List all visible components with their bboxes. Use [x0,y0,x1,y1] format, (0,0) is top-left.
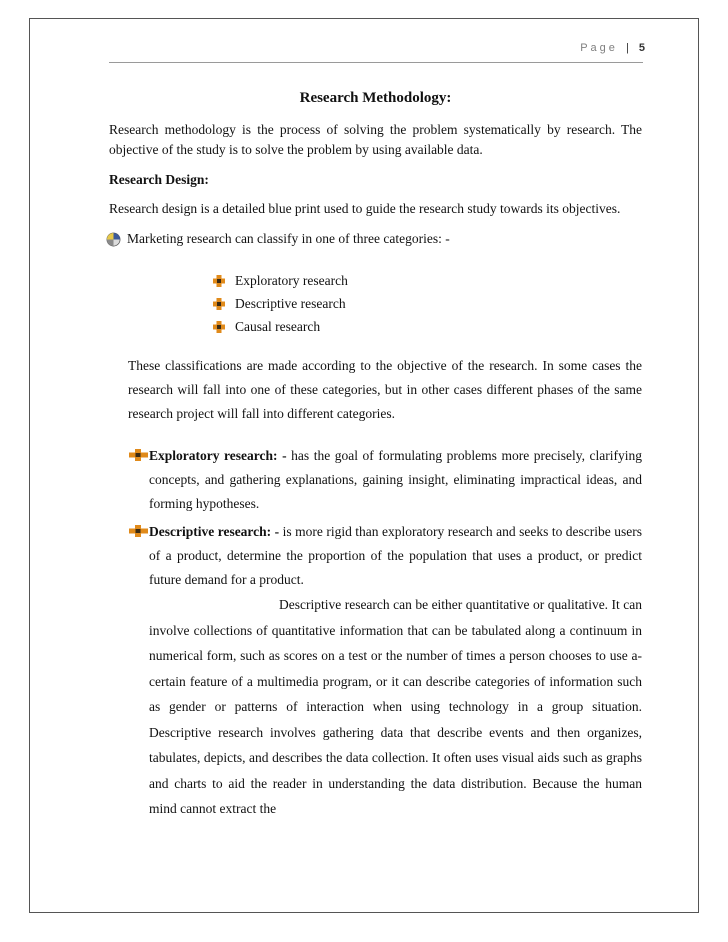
category-label: Exploratory research [235,272,348,288]
research-design-heading: Research Design: [109,172,209,187]
document-body [109,88,642,822]
category-label: Causal research [235,318,321,334]
intro-paragraph: Research methodology is the process of solving the problem systematically by research. The objective of the study is to solve the problem by using available data. [109,122,642,157]
header-rule [109,62,643,63]
page-number: 5 [638,42,645,54]
research-design-paragraph: Research design is a detailed blue print used to guide the research study towards its objectives. [109,201,621,216]
exploratory-label: Exploratory research: - [149,448,287,463]
descriptive-item [129,520,642,592]
descriptive-text: is more rigid than exploratory research and seeks to describe users of a product, determine the proportion of the population that uses a product, or predict future demand for a product. [149,524,642,587]
page-word: Page [580,42,618,54]
cross-bullet-icon [213,275,225,287]
page-separator: | [625,42,629,54]
cross-bullet-icon [129,525,148,537]
category-label: Descriptive research [235,295,346,311]
exploratory-item [129,444,642,516]
pie-bullet-icon [106,232,121,247]
descriptive-detail-paragraph: Descriptive research can be either quantitative or qualitative. It can involve collections of quantitative information that can be tabulated along a continuum in numerical form, such as scores on a test or the number of times a person chooses to use a-certain feature of a multimedia program, or it can describe categories of information such as gender or patterns of interaction when using technology in a group situation. Descriptive research involves gathering data that describe events and then organizes, tabulates, depicts, and describes the data collection. It often uses visual aids such as graphs and charts to aid the reader in understanding the data distribution. Because the human mind cannot extract the [149,597,642,816]
exploratory-text: has the goal of formulating problems more precisely, clarifying concepts, and gathering explanations, gaining insight, eliminating impractical ideas, and forming hypotheses. [149,448,643,511]
categories-intro-text: Marketing research can classify in one of three categories: - [127,231,450,246]
page-title: Research Methodology: [299,90,452,106]
cross-bullet-icon [213,298,225,310]
list-item [213,315,642,338]
page-header [580,42,645,54]
cross-bullet-icon [129,449,148,461]
research-types [129,444,642,822]
list-item [213,269,642,292]
categories-list [213,269,642,338]
descriptive-label: Descriptive research: - [149,524,280,539]
cross-bullet-icon [213,321,225,333]
list-item [213,292,642,315]
classification-paragraph: These classifications are made according to the objective of the research. In some cases the research will fall into one of these categories, but in other cases different phases of the same research project will fall into different categories. [128,358,642,421]
categories-intro [109,229,642,249]
